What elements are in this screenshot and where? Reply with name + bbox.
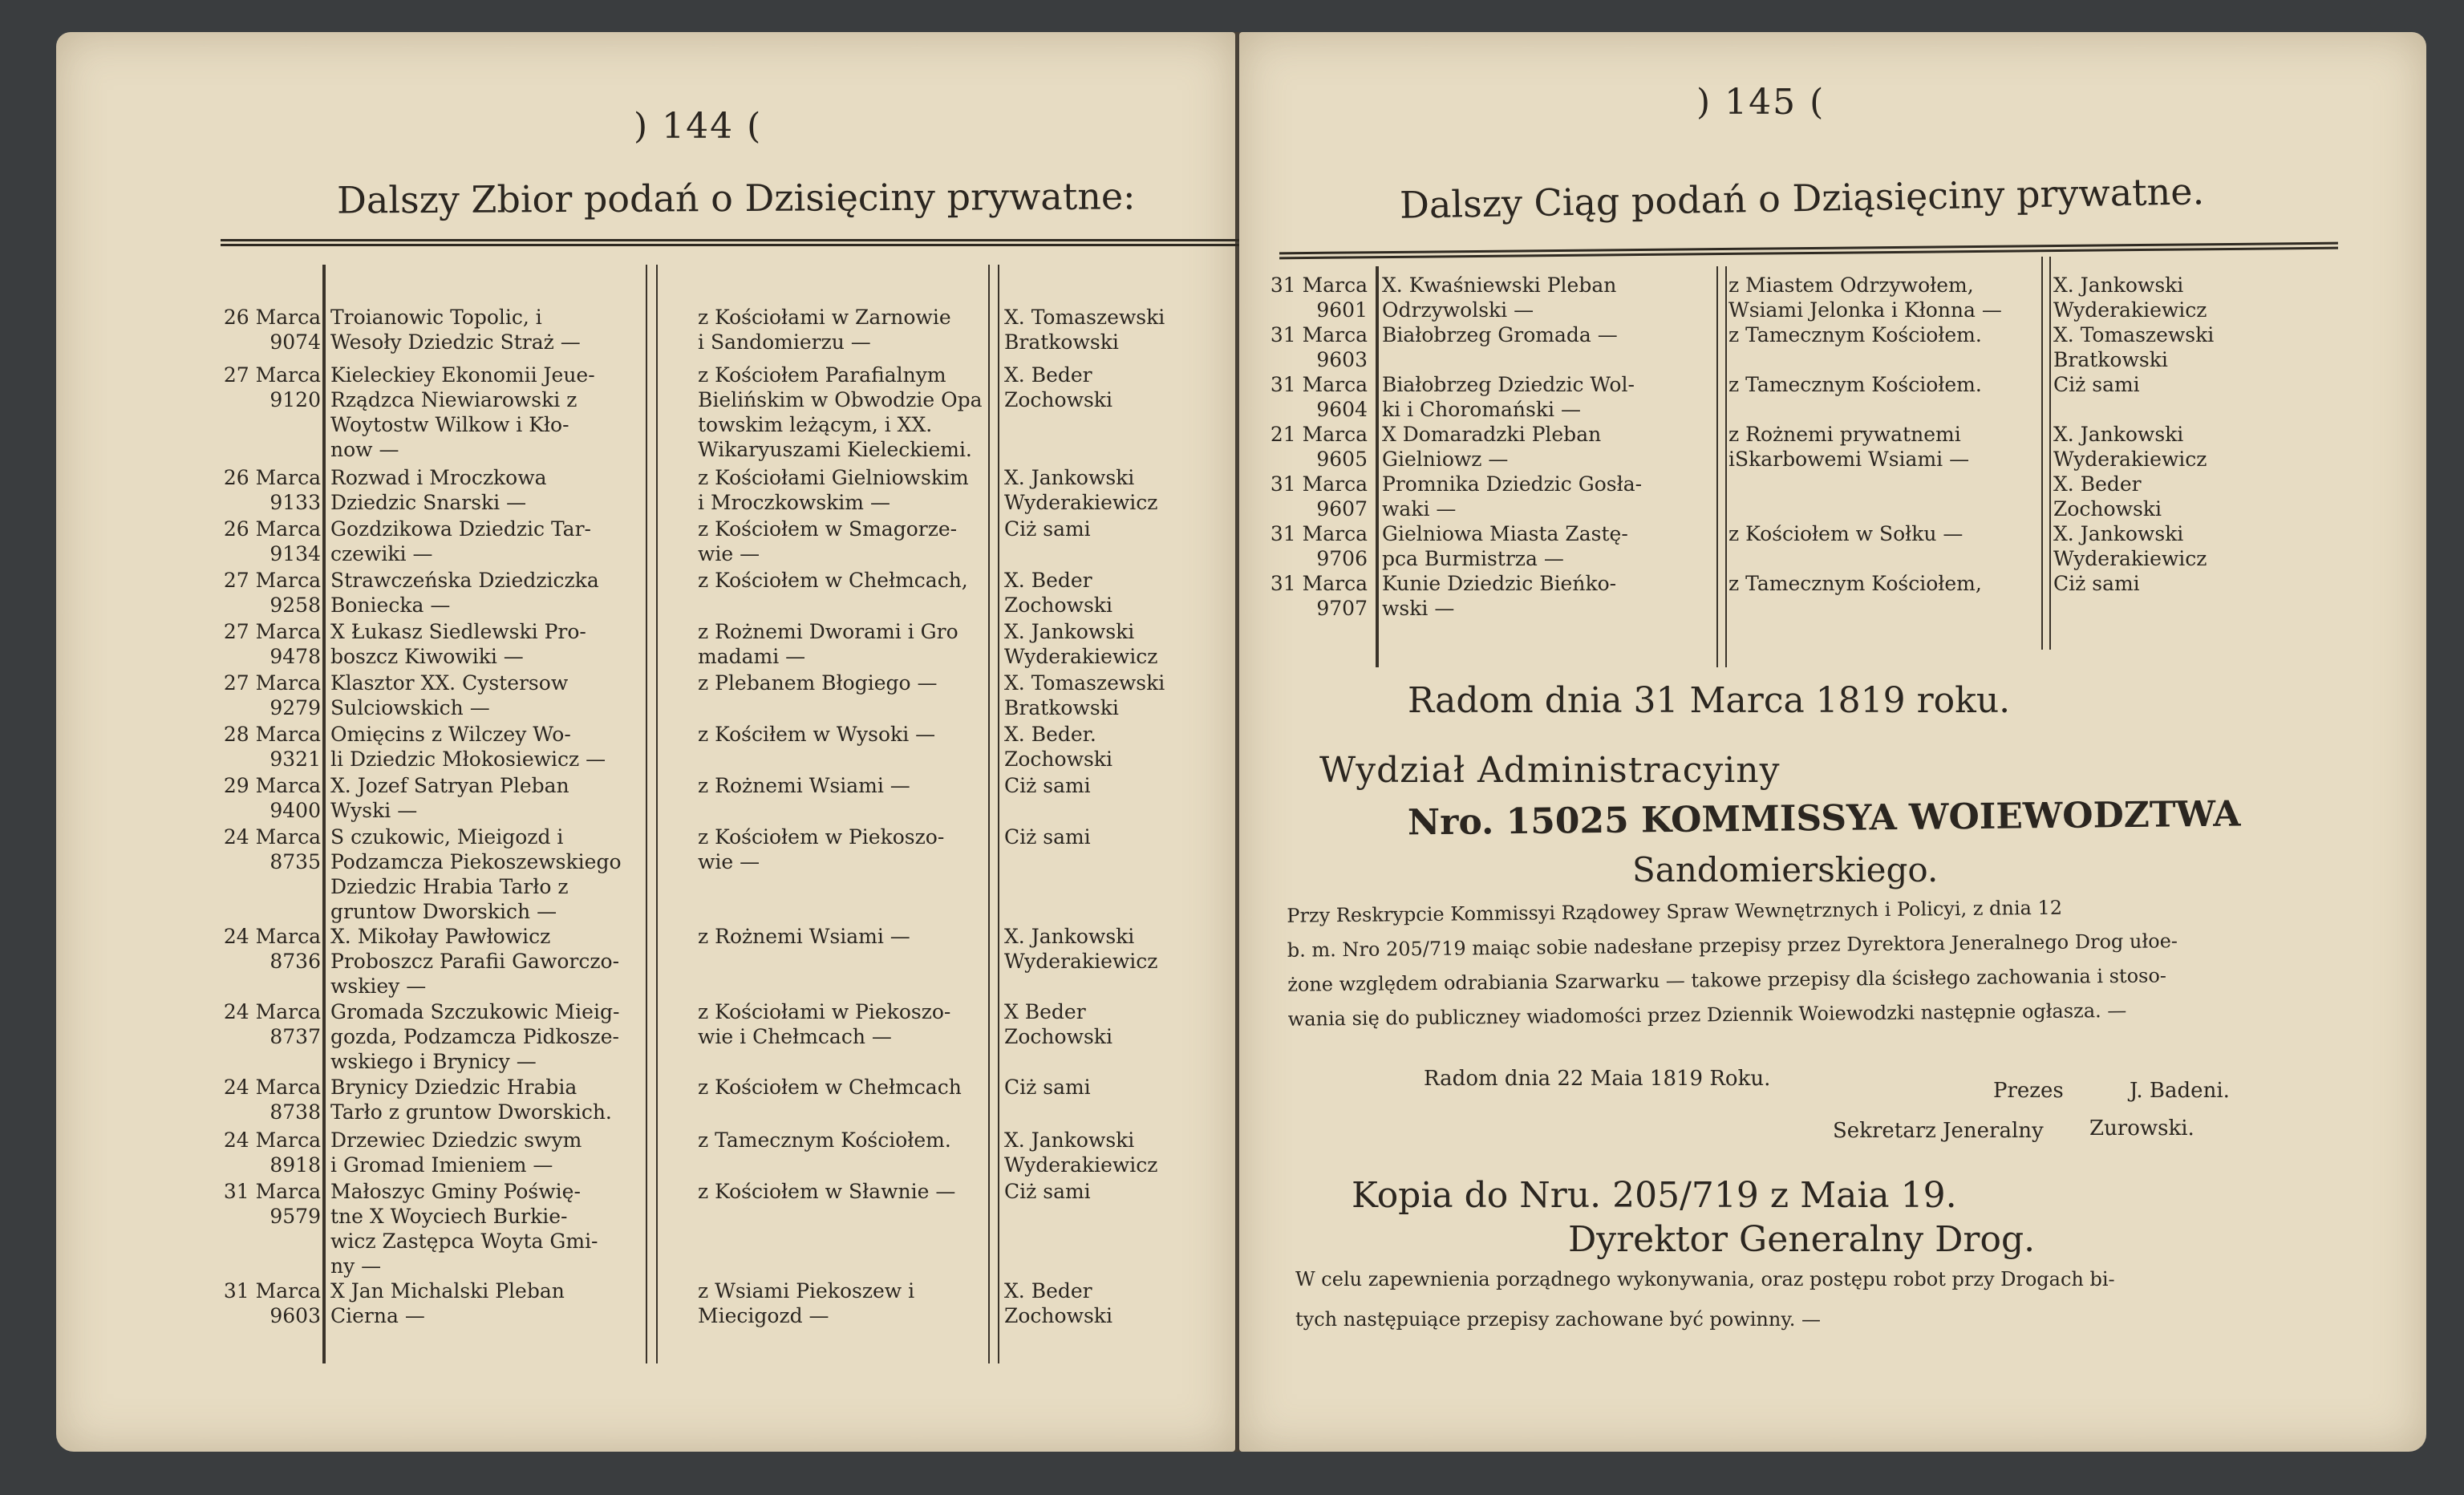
row-assigned: X. Beder Zochowski	[1004, 363, 1112, 411]
row-party: X. Kwaśniewski Pleban Odrzywolski —	[1382, 273, 1617, 322]
row-party: X Jan Michalski Pleban Cierna —	[330, 1279, 565, 1327]
row-date: 26 Marca 9134	[223, 517, 321, 565]
left-page-number: ) 144 (	[634, 106, 763, 147]
row-party: Rozwad i Mroczkowa Dziedzic Snarski —	[330, 466, 547, 514]
dateline: Radom dnia 31 Marca 1819 roku.	[1408, 680, 2011, 721]
row-subject: z Kościołem w Smagorze- wie —	[698, 517, 958, 565]
row-subject: z Plebanem Błogiego —	[698, 671, 938, 695]
row-date: 27 Marca 9279	[223, 671, 321, 719]
sekretarz-name: Zurowski.	[2089, 1116, 2194, 1140]
wydzial-heading: Wydział Administracyiny	[1319, 750, 1781, 791]
row-party: Gielniowa Miasta Zastę- pca Burmistrza —	[1382, 522, 1628, 570]
row-subject: z Kościołem w Chełmcach,	[698, 569, 968, 592]
right-col-divider-1	[1376, 266, 1379, 667]
row-assigned: Ciż sami	[1004, 825, 1091, 849]
sekretarz-label: Sekretarz Jeneralny	[1833, 1119, 2044, 1143]
row-party: Troianowic Topolic, i Wesoły Dziedzic Straż —	[330, 306, 581, 354]
row-party: Małoszyc Gminy Poświę- tne X Woyciech Burkie- wicz Zastępca Woyta Gmi- ny —	[330, 1180, 598, 1278]
row-date: 27 Marca 9478	[223, 620, 321, 668]
right-page	[1239, 32, 2426, 1452]
row-assigned: Ciż sami	[1004, 774, 1091, 797]
row-party: Kieleckiey Ekonomii Jeue- Rządzca Niewiarowski z Woytostw Wilkow i Kło- now —	[330, 363, 595, 461]
prezes-label: Prezes	[1993, 1079, 2064, 1103]
row-date: 26 Marca 9074	[223, 306, 321, 354]
row-date: 27 Marca 9258	[223, 569, 321, 617]
prezes-name: J. Badeni.	[2130, 1079, 2230, 1103]
row-date: 31 Marca 9706	[1270, 522, 1368, 570]
row-party: Białobrzeg Gromada —	[1382, 323, 1618, 346]
row-date: 24 Marca 8918	[223, 1128, 321, 1177]
row-assigned: X. Jankowski Wyderakiewicz	[1004, 466, 1158, 514]
row-date: 31 Marca 9607	[1270, 472, 1368, 521]
row-subject: z Kościołem Parafialnym Bielińskim w Obwodzie Opa towskim leżącym, i XX. Wikaryuszami Kieleckiemi.	[698, 363, 983, 461]
left-page	[56, 32, 1235, 1452]
row-party: Strawczeńska Dziedziczka Boniecka —	[330, 569, 599, 617]
row-assigned: X. Jankowski Wyderakiewicz	[1004, 1128, 1158, 1177]
row-date: 24 Marca 8737	[223, 1000, 321, 1048]
row-date: 21 Marca 9605	[1270, 423, 1368, 471]
row-date: 31 Marca 9603	[1270, 323, 1368, 371]
row-party: Kunie Dziedzic Bieńko- wski —	[1382, 572, 1617, 620]
row-assigned: X. Tomaszewski Bratkowski	[1004, 671, 1165, 719]
row-assigned: X. Jankowski Wyderakiewicz X. Beder Zochowski	[2053, 423, 2207, 521]
row-assigned: Ciż sami	[1004, 517, 1091, 541]
row-date: 31 Marca 9603	[223, 1279, 321, 1327]
row-assigned: X. Jankowski Wyderakiewicz	[2053, 273, 2207, 322]
right-page-heading: Dalszy Ciąg podań o Dziąsięciny prywatne.	[1399, 169, 2205, 227]
row-date: 31 Marca 9707	[1270, 572, 1368, 620]
row-date: 31 Marca 9601	[1270, 273, 1368, 322]
row-subject: z Tamecznym Kościołem,	[1728, 572, 1982, 595]
row-subject: z Kościłem w Wysoki —	[698, 723, 936, 746]
row-date: 31 Marca 9604	[1270, 373, 1368, 421]
row-assigned: X. Beder Zochowski	[1004, 1279, 1112, 1327]
nro-heading: Nro. 15025 KOMMISSYA WOIEWODZTWA	[1407, 793, 2241, 844]
row-assigned: X. Tomaszewski Bratkowski	[1004, 306, 1165, 354]
row-subject: z Kościołami w Piekoszo- wie i Chełmcach —	[698, 1000, 951, 1048]
row-party: X Łukasz Siedlewski Pro- boszcz Kiwowiki —	[330, 620, 586, 668]
left-top-rule	[221, 239, 1263, 246]
left-page-heading: Dalszy Zbior podań o Dzisięciny prywatne:	[336, 174, 1136, 222]
row-date: 31 Marca 9579	[223, 1180, 321, 1228]
row-assigned: X. Jankowski Wyderakiewicz Ciż sami	[2053, 522, 2207, 595]
row-party: Gozdzikowa Dziedzic Tar- czewiki —	[330, 517, 591, 565]
right-page-number: ) 145 (	[1696, 82, 1826, 123]
row-date: 29 Marca 9400	[223, 774, 321, 822]
row-date: 27 Marca 9120	[223, 363, 321, 411]
row-subject: z Rożnemi Wsiami —	[698, 774, 910, 797]
row-party: Białobrzeg Dziedzic Wol- ki i Choromański —	[1382, 373, 1635, 421]
right-col-divider-2	[1716, 266, 1718, 667]
row-subject: z Kościołem w Chełmcach	[698, 1076, 962, 1099]
resolution-paragraph: Przy Reskrypcie Kommissyi Rządowey Spraw Wewnętrznych i Policyi, z dnia 12 b. m. Nro 205/719 maiąc sobie nadesłane przepisy przez Dyrektora Jeneralnego Drog ułoe- żone względem odrabiania Szarwarku — takowe przepisy dla ścisłego zachowania i stoso- wania się do publiczney wiadomości przez Dziennik Woiewodzki następnie ogłasza. —	[1287, 896, 2178, 1031]
row-subject: z Miastem Odrzywołem, Wsiami Jelonka i Kłonna —	[1728, 273, 2002, 322]
right-col-divider-3	[1725, 266, 1727, 667]
row-subject: z Kościołem w Piekoszo- wie —	[698, 825, 945, 873]
kopia-heading: Kopia do Nru. 205/719 z Maia 19.	[1352, 1175, 1957, 1216]
row-subject: z Tamecznym Kościołem.	[1728, 373, 1982, 396]
row-party: Omięcins z Wilczey Wo- li Dziedzic Młokosiewicz —	[330, 723, 606, 771]
row-party: Drzewiec Dziedzic swym i Gromad Imieniem —	[330, 1128, 582, 1177]
dyrektor-heading: Dyrektor Generalny Drog.	[1568, 1219, 2036, 1260]
place-date: Radom dnia 22 Maia 1819 Roku.	[1424, 1067, 1771, 1091]
row-subject: z Tamecznym Kościołem.	[698, 1128, 951, 1152]
row-date: 24 Marca 8735	[223, 825, 321, 873]
final-paragraph: W celu zapewnienia porządnego wykonywania, oraz postępu robot przy Drogach bi- tych następuiące przepisy zachowane być powinny. —	[1295, 1268, 2115, 1331]
row-subject: z Rożnemi prywatnemi iSkarbowemi Wsiami —	[1728, 423, 1970, 471]
row-party: S czukowic, Mieigozd i Podzamcza Piekoszewskiego Dziedzic Hrabia Tarło z gruntow Dworskich —	[330, 825, 622, 923]
row-assigned: X. Tomaszewski Bratkowski Ciż sami	[2053, 323, 2215, 396]
row-date: 28 Marca 9321	[223, 723, 321, 771]
row-party: Brynicy Dziedzic Hrabia Tarło z gruntow Dworskich.	[330, 1076, 612, 1124]
row-subject: z Tamecznym Kościołem.	[1728, 323, 1982, 346]
row-party: X. Jozef Satryan Pleban Wyski —	[330, 774, 569, 822]
row-assigned: X. Beder Zochowski	[1004, 569, 1112, 617]
row-subject: z Kościołem w Sołku —	[1728, 522, 1964, 545]
row-assigned: X. Beder. Zochowski	[1004, 723, 1112, 771]
sandomierskiego-heading: Sandomierskiego.	[1632, 850, 1939, 889]
row-assigned: Ciż sami	[1004, 1076, 1091, 1099]
row-subject: z Rożnemi Wsiami —	[698, 925, 910, 948]
row-subject: z Kościołami Gielniowskim i Mroczkowskim —	[698, 466, 969, 514]
row-party: Promnika Dziedzic Gosła- waki —	[1382, 472, 1643, 521]
row-date: 24 Marca 8736	[223, 925, 321, 973]
row-assigned: X. Jankowski Wyderakiewicz	[1004, 925, 1158, 973]
row-assigned: X. Jankowski Wyderakiewicz	[1004, 620, 1158, 668]
row-assigned: Ciż sami	[1004, 1180, 1091, 1203]
row-subject: z Kościołami w Zarnowie i Sandomierzu —	[698, 306, 951, 354]
row-party: Klasztor XX. Cystersow Sulciowskich —	[330, 671, 569, 719]
row-date: 26 Marca 9133	[223, 466, 321, 514]
row-party: X. Mikołay Pawłowicz Proboszcz Parafii Gaworczo- wskiey —	[330, 925, 620, 998]
right-top-rule	[1279, 242, 2338, 260]
row-subject: z Wsiami Piekoszew i Miecigozd —	[698, 1279, 915, 1327]
left-col-divider-1	[322, 265, 326, 1363]
row-date: 24 Marca 8738	[223, 1076, 321, 1124]
row-party: X Domaradzki Pleban Gielniowz —	[1382, 423, 1602, 471]
row-subject: z Rożnemi Dworami i Gro madami —	[698, 620, 958, 668]
row-assigned: X Beder Zochowski	[1004, 1000, 1112, 1048]
row-subject: z Kościołem w Sławnie —	[698, 1180, 956, 1203]
row-party: Gromada Szczukowic Mieig- gozda, Podzamcza Pidkosze- wskiego i Brynicy —	[330, 1000, 620, 1073]
